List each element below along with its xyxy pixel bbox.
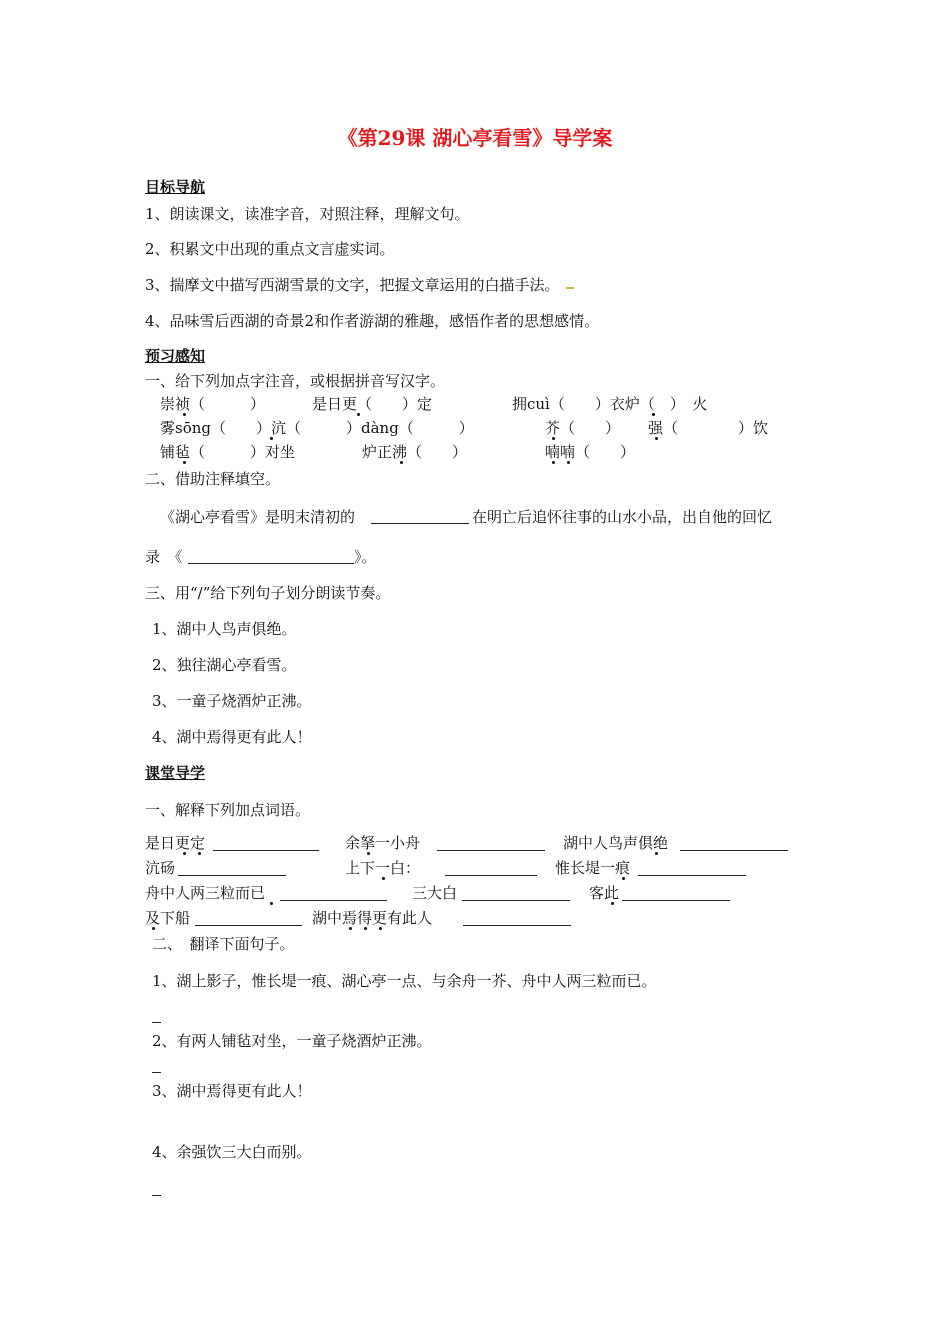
pinyin-item: 炉正沸（ ） [362, 443, 468, 461]
translate-item: 4、余强饮三大白而别。 [152, 1143, 312, 1161]
pinyin-item: 崇祯（ ） [160, 395, 266, 413]
emphasis-dot [611, 902, 614, 905]
word-item: 是日更定 [145, 834, 206, 852]
emphasis-dot [183, 413, 186, 416]
emphasis-dot [357, 413, 360, 416]
word-item: 惟长堤一痕 [555, 859, 631, 877]
emphasis-dot [567, 461, 570, 464]
blank-line[interactable] [622, 900, 730, 901]
goal-item: 1、朗读课文，读准字音，对照注释，理解文句。 [145, 205, 470, 223]
word-item: 及下船 [145, 909, 191, 927]
emphasis-dot [379, 927, 382, 930]
emphasis-dot [655, 852, 658, 855]
goal-item: 4、品味雪后西湖的奇景2和作者游湖的雅趣，感悟作者的思想感情。 [145, 312, 600, 330]
blank-line[interactable] [280, 900, 387, 901]
answer-line[interactable] [152, 1022, 161, 1023]
sentence-item: 3、一童子烧酒炉正沸。 [152, 692, 312, 710]
word-item: 湖中人鸟声俱绝 [563, 834, 669, 852]
question-heading: 二、借助注释填空。 [145, 470, 281, 488]
emphasis-dot [198, 852, 201, 855]
blank-line[interactable] [462, 900, 570, 901]
word-item: 湖中焉得更有此人 [312, 909, 433, 927]
pinyin-item: 喃喃（ ） [545, 443, 636, 461]
blank-line[interactable] [437, 850, 545, 851]
emphasis-dot [622, 877, 625, 880]
pinyin-item: 雾sōng（ ）沆（ ）dàng（ ） [160, 419, 474, 437]
emphasis-dot [270, 437, 273, 440]
question-heading: 一、给下列加点字注音，或根据拼音写汉字。 [145, 372, 446, 390]
answer-line[interactable] [152, 1072, 161, 1073]
fill-text: 《湖心亭看雪》是明末清初的 [160, 508, 356, 526]
emphasis-dot [364, 927, 367, 930]
sentence-item: 1、湖中人鸟声俱绝。 [152, 620, 297, 638]
section-heading-preview: 预习感知 [145, 347, 206, 365]
section-heading-goals: 目标导航 [145, 178, 206, 196]
sentence-item: 4、湖中焉得更有此人！ [152, 728, 312, 746]
answer-line[interactable] [152, 1195, 161, 1196]
emphasis-dot [400, 461, 403, 464]
pinyin-item: 拥cuì（ ）衣炉（ ） 火 [512, 395, 708, 413]
blank-line[interactable] [638, 875, 746, 876]
emphasis-dot [183, 852, 186, 855]
emphasis-dot [270, 902, 273, 905]
blank-line[interactable] [371, 523, 469, 524]
blank-line[interactable] [188, 563, 354, 564]
emphasis-dot [382, 877, 385, 880]
word-item: 余拏一小舟 [345, 834, 421, 852]
question-heading: 一、解释下列加点词语。 [145, 801, 311, 819]
blank-line[interactable] [213, 850, 319, 851]
emphasis-dot [552, 437, 555, 440]
word-item: 沆砀 [145, 859, 176, 877]
goal-item: 2、积累文中出现的重点文言虚实词。 [145, 240, 395, 258]
emphasis-dot [183, 461, 186, 464]
fill-text: 》。 [354, 548, 377, 566]
emphasis-dot [349, 927, 352, 930]
word-item: 客此 [589, 884, 620, 902]
highlight-mark [566, 287, 574, 289]
pinyin-item: 芥（ ） [545, 419, 621, 437]
sentence-item: 2、独往湖心亭看雪。 [152, 656, 297, 674]
translate-item: 2、有两人铺毡对坐，一童子烧酒炉正沸。 [152, 1032, 432, 1050]
emphasis-dot [152, 927, 155, 930]
emphasis-dot [367, 852, 370, 855]
blank-line[interactable] [195, 925, 302, 926]
translate-item: 1、湖上影子，惟长堤一痕、湖心亭一点、与余舟一芥、舟中人两三粒而已。 [152, 972, 657, 990]
translate-item: 3、湖中焉得更有此人！ [152, 1082, 312, 1100]
fill-text: 在明亡后追怀往事的山水小品，出自他的回忆 [472, 508, 773, 526]
blank-line[interactable] [178, 875, 286, 876]
pinyin-item: 是日更（ ）定 [312, 395, 433, 413]
emphasis-dot [652, 413, 655, 416]
blank-line[interactable] [680, 850, 788, 851]
word-item: 舟中人两三粒而已 [145, 884, 266, 902]
blank-line[interactable] [445, 875, 537, 876]
emphasis-dot [552, 461, 555, 464]
section-heading-class: 课堂导学 [145, 764, 206, 782]
pinyin-item: 铺毡（ ）对坐 [160, 443, 296, 461]
word-item: 三大白 [412, 884, 458, 902]
pinyin-item: 强（ ）饮 [648, 419, 769, 437]
fill-text: 录 《 [145, 548, 183, 566]
goal-item: 3、揣摩文中描写西湖雪景的文字，把握文章运用的白描手法。 [145, 276, 560, 294]
question-heading: 三、用“/”给下列句子划分朗读节奏。 [145, 584, 391, 602]
page-title: 《第29课 湖心亭看雪》导学案 [337, 126, 613, 150]
word-item: 上下一白： [345, 859, 421, 877]
question-heading: 二、 翻译下面句子。 [152, 935, 295, 953]
emphasis-dot [655, 437, 658, 440]
blank-line[interactable] [463, 925, 571, 926]
